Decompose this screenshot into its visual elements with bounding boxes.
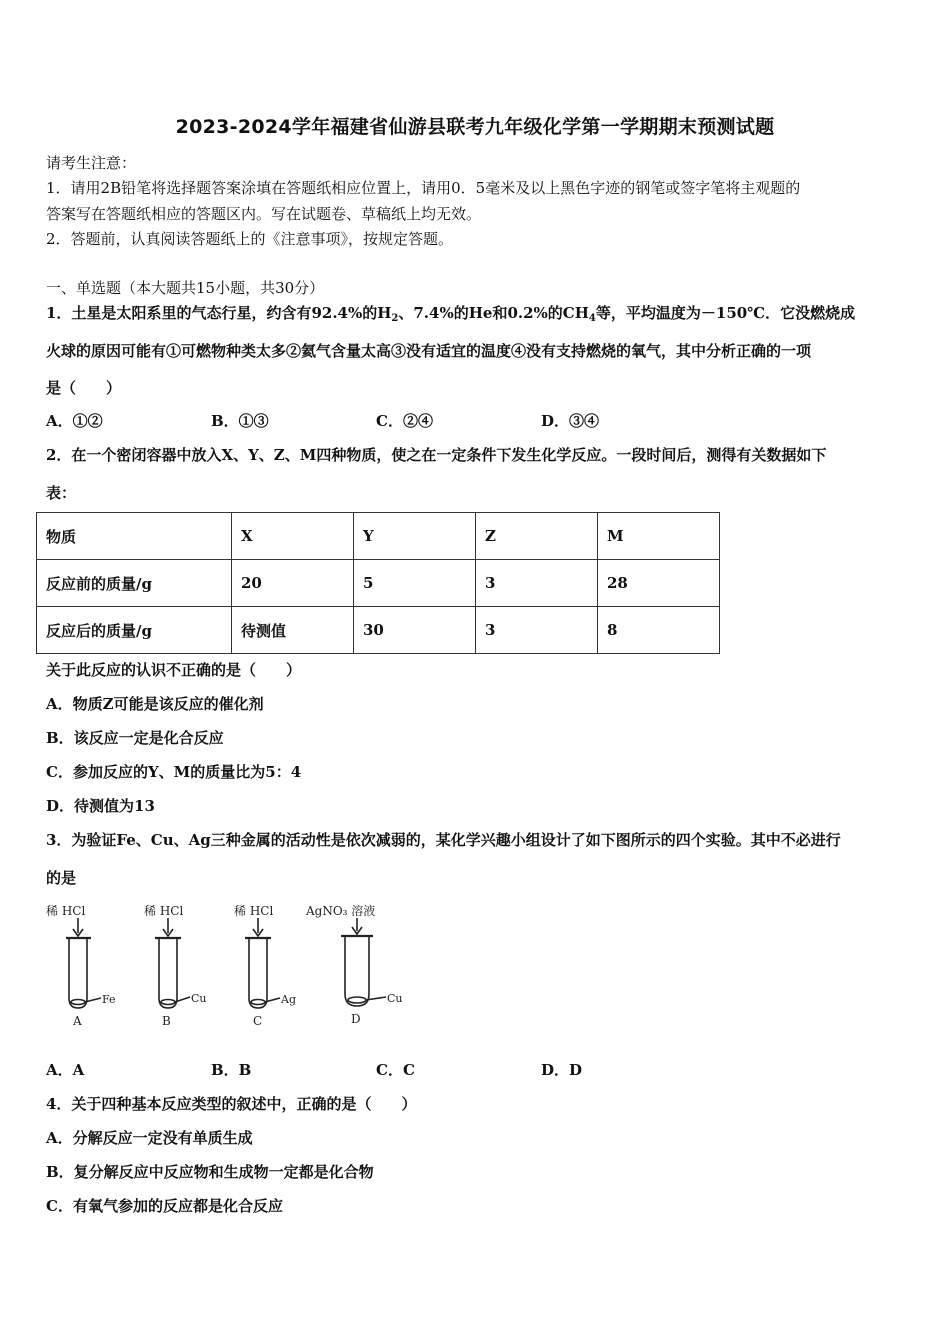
table-cell: 30 <box>354 607 476 654</box>
table-cell: X <box>232 513 354 560</box>
q1-stem-line: 火球的原因可能有①可燃物种类太多②氦气含量太高③没有适宜的温度④没有支持燃烧的氧气，其中分析正确的一项 <box>46 342 812 360</box>
table-header-row <box>37 513 720 560</box>
q2-stem-line: 表： <box>46 484 77 502</box>
notice-item: 答案写在答题纸相应的答题区内。写在试题卷、草稿纸上均无效。 <box>46 205 482 223</box>
reagent-label: 稀 HCl <box>144 904 184 918</box>
q1-stem-line: 1．土星是太阳系里的气态行星，约含有92.4%的$H_2$、7.4%的He和0.2%的$CH_4$等，平均温度为－150℃．它没燃烧成 <box>46 304 856 324</box>
table-cell: M <box>598 513 720 560</box>
reagent-label: 稀 HCl <box>46 904 86 918</box>
metal-label: Ag <box>281 993 296 1006</box>
q2-stem-line: 2．在一个密闭容器中放入X、Y、Z、M四种物质，使之在一定条件下发生化学反应。一段时间后，测得有关数据如下 <box>46 446 827 464</box>
test-tube-c <box>234 903 296 1028</box>
table-cell: 物质 <box>37 513 232 560</box>
table-cell: 20 <box>232 560 354 607</box>
table-cell: 待测值 <box>232 607 354 654</box>
notice-heading: 请考生注意： <box>46 154 137 172</box>
tube-label: C <box>253 1014 263 1028</box>
q3-option-a: A．A <box>46 1061 85 1079</box>
q2-option-c: C．参加反应的Y、M的质量比为5：4 <box>46 763 302 781</box>
q1-stem-line: 是（ ） <box>46 379 122 397</box>
table-cell: 3 <box>476 607 598 654</box>
q4-option-b: B．复分解反应中反应物和生成物一定都是化合物 <box>46 1163 374 1181</box>
metal-label: Fe <box>102 993 116 1006</box>
tube-label: D <box>351 1012 361 1026</box>
tube-label: B <box>162 1014 171 1028</box>
notice-item: 2．答题前，认真阅读答题纸上的《注意事项》，按规定答题。 <box>46 230 454 248</box>
q1-option-b: B．①③ <box>211 412 269 430</box>
table-row <box>37 607 720 654</box>
q3-option-c: C．C <box>376 1061 415 1079</box>
test-tube-a <box>46 903 116 1028</box>
table-cell: 3 <box>476 560 598 607</box>
q2-option-a: A．物质Z可能是该反应的催化剂 <box>46 695 264 713</box>
mass-data-table <box>36 512 720 654</box>
table-cell: 28 <box>598 560 720 607</box>
q1-option-a: A．①② <box>46 412 103 430</box>
section-heading: 一、单选题（本大题共15小题，共30分） <box>46 279 325 297</box>
test-tube-b <box>144 903 207 1028</box>
q3-option-b: B．B <box>211 1061 252 1079</box>
table-cell: 反应后的质量/g <box>37 607 232 654</box>
q4-option-a: A．分解反应一定没有单质生成 <box>46 1129 253 1147</box>
q3-stem-line: 的是 <box>46 869 77 887</box>
notice-item: 1．请用2B铅笔将选择题答案涂填在答题纸相应位置上，请用0．5毫米及以上黑色字迹的钢笔或签字笔将主观题的 <box>46 179 801 197</box>
table-row <box>37 560 720 607</box>
table-cell: Y <box>354 513 476 560</box>
q3-stem-line: 3．为验证Fe、Cu、Ag三种金属的活动性是依次减弱的，某化学兴趣小组设计了如下图所示的四个实验。其中不必进行 <box>46 831 841 849</box>
q4-option-c: C．有氧气参加的反应都是化合反应 <box>46 1197 283 1215</box>
page-title: 2023-2024学年福建省仙游县联考九年级化学第一学期期末预测试题 <box>175 116 775 138</box>
reagent-label: AgNO₃ 溶液 <box>306 904 376 918</box>
table-cell: Z <box>476 513 598 560</box>
q1-option-d: D．③④ <box>541 412 600 430</box>
q1-option-c: C．②④ <box>376 412 433 430</box>
table-cell: 8 <box>598 607 720 654</box>
tube-label: A <box>73 1014 82 1028</box>
test-tube-d <box>305 903 403 1026</box>
q4-stem-line: 4．关于四种基本反应类型的叙述中，正确的是（ ） <box>46 1095 417 1113</box>
q2-option-d: D．待测值为13 <box>46 797 155 815</box>
q2-question: 关于此反应的认识不正确的是（ ） <box>46 661 302 679</box>
q2-option-b: B．该反应一定是化合反应 <box>46 729 224 747</box>
test-tube-figure <box>44 902 424 1030</box>
metal-label: Cu <box>387 992 403 1005</box>
table-cell: 反应前的质量/g <box>37 560 232 607</box>
metal-label: Cu <box>191 992 207 1005</box>
q3-option-d: D．D <box>541 1061 583 1079</box>
table-cell: 5 <box>354 560 476 607</box>
reagent-label: 稀 HCl <box>234 904 274 918</box>
